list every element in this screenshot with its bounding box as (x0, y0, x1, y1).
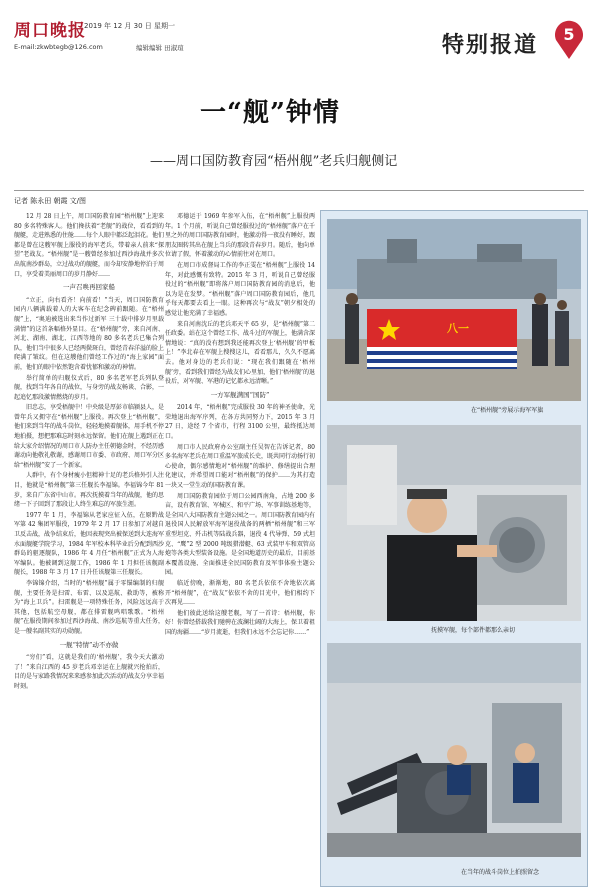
photo-caption: 抚摸军舰，每个部件都那么亲切 (431, 627, 516, 634)
paragraph: 12 月 28 日上午，周口国防教育园“梧州舰”上迎来 80 多名特殊客人。他们搀扶着“老舰”的战位，看看到的舰艇，走进熟悉的住舱……每个人眼中都泛起泪花。他们都是曾在这艘军舰上服役的海军老兵，带着亲人前来“探望”老战友。“梧州舰”是一艘曾经参加过西沙海战并多次出航南沙群岛，立过战功的舰艇，而今却安静地停泊于周口，享受着美丽周口的岁月静好…… (14, 213, 164, 278)
article-column-1 (14, 212, 164, 884)
masthead-logo: 周口晚报 (14, 21, 86, 41)
photo-touching-ship (327, 425, 581, 621)
issue-date: 2019 年 12 月 30 日 星期一 (84, 22, 175, 30)
flag-photo-illustration (327, 219, 581, 401)
paragraph: 举行简单的归舰仪式后，80 多名老军老兵列队登舰，找到当年各自的战位，与身旁的战友畅谈、合影，一起追忆那段激情燃烧的岁月。 (14, 374, 164, 401)
photo-battle-station (327, 643, 581, 857)
section-title: 特别报道 (442, 33, 539, 58)
paragraph: 1977 年 1 月，李福锦从老家应征入伍，在原黔战军第 42 集团军服役，1979 年 2 月 17 日参加了对越自卫反击战，战争结束后，他因表现突出被保送到大连海军水面舰艇学院学习，1984 年军校本科毕业后分配到西沙群岛的驱逐舰队，1986 年 4 月任“梧州舰”正式为人海军编队。他被调到这舰工作，1986 年 1 月担任该舰副舰长，1988 年 3 月 17 日升任该舰第三任舰长。 (14, 511, 164, 577)
gun-photo-illustration (327, 643, 581, 857)
byline: 记者 陈永田 朝霞 文/图 (14, 197, 87, 205)
paragraph: 在周口市成督局工作的李正雯在“梧州舰”上服役 14 年，对此感慨有致特。2015 年 3 月，听说自己曾经服役过的“梧州舰”即将落户周口国防教育园的消息后，他以为是在发梦。“梧州舰”落户周口国防教育园后，他几乎每天都要去看上一眼。这种再次与“战友”朝夕相处的感觉让他充满了幸福感。 (165, 261, 315, 317)
divider (14, 190, 584, 191)
paragraph: 2014 年，“梧州舰”完成服役 30 年的神圣使命，光荣地退出海军序列，在各方共同努力下，2015 年 3 月 27 日，途经 7 个省市，行程 3100 公里，最终抵达周口。 (165, 404, 315, 441)
paragraph: 周口国防教育园位于周口公园西南角，占地 200 多亩，设有教育馆、军械区、和平广场、军事训练基地等，是全国八大国防教育主题公园之一。周口国防教育园内有退役国人民解放军海军退役战备的两栖“梧州舰”和三军重型坦克、歼击机等陆战兵器，退役 4 代导弹、59 式坦克、“鹰”2 型 2000 吨级猎潜艇、63 式装甲车和双管高炮等各类大型装备设施。是全国地道历史的最后，目前基本覆盖设施、全面推进全民国防教育及军事体验主题公园。 (165, 492, 315, 577)
editor-credits: 编辑编辑 田淑瑄 (136, 44, 184, 52)
paragraph: “穷们”看，这就是我们的‘梧州舰’，我今天大激动了！”来自江西的 45 岁老兵邓幸运在上舰就兴抢拍后，目的是与家路我情况来来感参加此次活动的战友分享幸福时刻。 (14, 654, 164, 690)
subsection-heading: 一方军舰满国“国防” (210, 390, 270, 399)
paragraph: 人群中，有个身材瘦小但精神十足的老兵格外引人注目，他就是“梧州舰”第三任舰长李福锦。李福锦今年 81 岁，来自广东省中山市。再次抚摸着当年的战舰，他的思绪一下子回到了那段让人终生难忘的军旅生涯。 (14, 472, 164, 509)
subsection-heading: 一舰“特情”动不亦做 (59, 640, 119, 649)
paragraph: 来自河南沈丘的老兵邓天平 65 岁，是“梧州舰”第二任政委。站在这个曾经工作、战斗过的军舰上，他满含深情地说：“真的没有想到我还能再次登上‘梧州舰’的甲板上！”李北春在军舰上搜搜这儿，看看那儿，久久不愿离去。他对身边的老兵们说：“现在我们跟随在‘梧州舰’旁，看到我们曾经为战友们心里加，他们‘梧州舰’的退役后，对军舰、军港的记忆都永远清晰。” (165, 320, 315, 386)
subsection-heading: 一声召唤再回家船 (63, 283, 115, 292)
photo-panel (320, 210, 588, 887)
article-column-2 (165, 212, 315, 884)
paragraph: 周口市人民政府办公室副主任吴智在告诉记者，80 多名海军老兵在周口重温军旅成长史，既共同行动扬行初心使命，偶尔感情地对“梧州舰”的维护、修缮提出合理化建议，并希望周口能对“梧州舰”的保护……为其打造一块又一堂生动的国防教育课。 (165, 443, 315, 490)
photo-caption: 在“梧州舰”旁展示海军军旗 (471, 407, 544, 414)
article-subhead: ——周口国防教育园“梧州舰”老兵归舰侧记 (150, 154, 398, 169)
paragraph: 旧忠志，享受梧舰中！中央级是厚彭市临颍县人，是曾年兵又拥守在“梧州舰”上服役。再次登上“梧州舰”，他们来到当年的战斗岗位，轻轻地摸着舰体，用手机不停地拍摄，想把那难忘时刻永远保留。他们在舰上遇到正在给大家介绍情况的周口市人防办主任朝德金时，不经历感谢动向他敬礼敬谢，感谢周口市委、市政府、周口军分区给“梧州舰”安了一个新家。 (14, 404, 164, 469)
paragraph: 他们彼此送给这艘老舰，写了一首诗：梧州舰，你好！你曾经搭载我们驰骋在波澜壮阔的大海上，保卫着祖国的海疆……“岁月流逝，但我们永远不会忘记你……” (165, 609, 315, 636)
paragraph: 李锦锦介绍，当时的“梧州舰”属于零锚编制的归舰舰，主要任务是扫雷、布雷、以及巡航、救助等，被称为“海上卫兵”。扫雷舰是一项特殊任务，风险远远高于其他，包括航空母舰，都在排雷舰鸣唱歌歌。“梧州舰”在服役期间参加过西沙海战、南沙巡航等重大任务，是一艘名副其实的功勋舰。 (14, 579, 164, 635)
email-address: E-mail:zkwbtegb@126.com (14, 43, 103, 51)
page-header (0, 0, 600, 70)
photo-veterans-flag (327, 219, 581, 401)
ship-photo-illustration (327, 425, 581, 621)
photo-caption: 在当年的战斗岗位上拍照留念 (461, 869, 540, 876)
page-number: 5 (563, 25, 575, 44)
paragraph: 临近傍晚，渐渐地，80 名老兵依依不舍地依次离开“梧州舰”，在“战友”依依不舍的目光中，他们相约下次再见…… (165, 579, 315, 607)
page-number-badge (553, 18, 585, 60)
paragraph: 邓德运于 1969 年参军入伍，在“梧州舰”上服役两年。1 个月前，听说自己曾经服役过的“梧州舰”落户在千里之外的周口国防教育园时，他激动得一夜没有睡好，跟朋友圈转其出在舰上当兵的那段青春岁月。随后，他向单位请了假，怀着激动的心情前往对在周口。 (165, 213, 315, 259)
article-headline: 一“舰”钟情 (200, 98, 340, 128)
paragraph: “立正，向右看齐！向前看！”当天，周口国防教育园内八辆满载着人的大客车在纪念碑前跟随。在“梧州舰”上，“奥迪被选出来当作过新军 三十载中排岁月里载满情”的这首条幅格外显目。在“梧州舰”旁，来自河南、河北、湖南、湖北、江西等地的 80 多名老兵已集合列队，他们当中很多人已经两鬓斑白，曾经青春洋溢的脸上爬满了皱纹。但在这艘他们曾经工作过的“海上家园”面前，他们的眼中依然饱含着忧郁和激动的神情。 (14, 296, 164, 371)
flag-label: 八一 (447, 322, 469, 335)
